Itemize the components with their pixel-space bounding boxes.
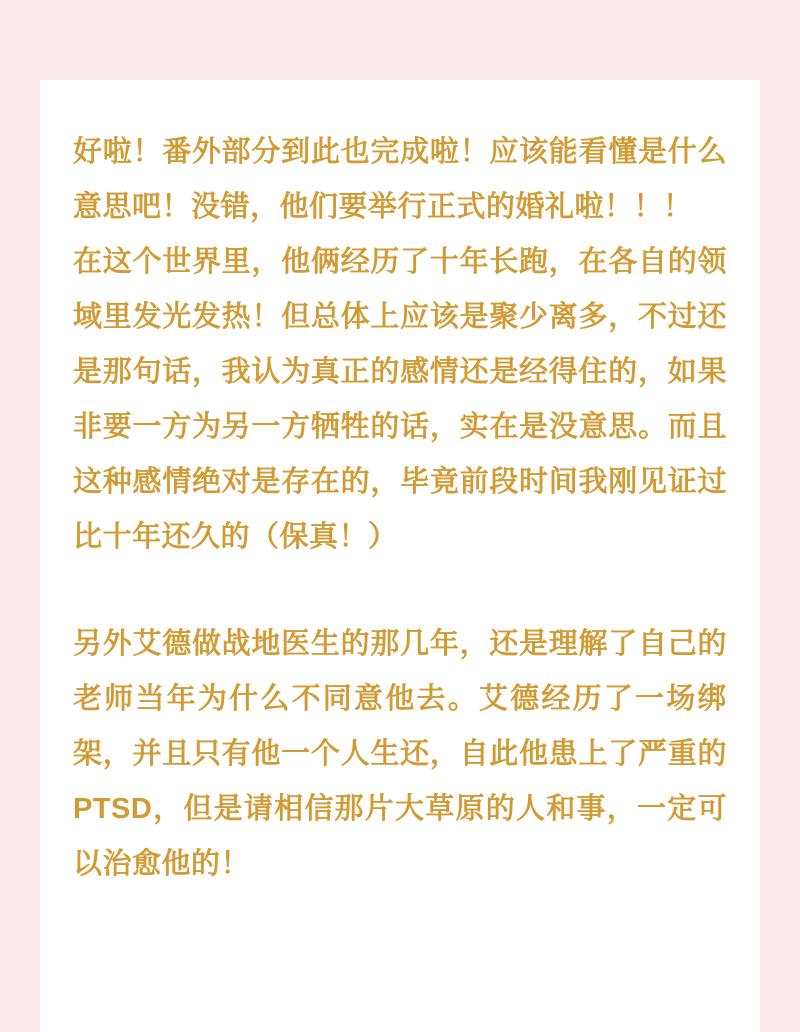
paragraph-1: 好啦！番外部分到此也完成啦！应该能看懂是什么意思吧！没错，他们要举行正式的婚礼啦！！！ [73, 136, 727, 223]
document-card [40, 80, 760, 1032]
paragraph-spacer [73, 565, 727, 617]
paragraph-3: 另外艾德做战地医生的那几年，还是理解了自己的老师当年为什么不同意他去。艾德经历了一场绑架，并且只有他一个人生还，自此他患上了严重的PTSD，但是请相信那片大草原的人和事，一定可以治愈他的！ [73, 628, 727, 880]
paragraph-2: 在这个世界里，他俩经历了十年长跑，在各自的领域里发光发热！但总体上应该是聚少离多，不过还是那句话，我认为真正的感情还是经得住的，如果非要一方为另一方牺牲的话，实在是没意思。而且这种感情绝对是存在的，毕竟前段时间我刚见证过比十年还久的（保真！） [73, 246, 727, 553]
document-text-body [73, 125, 727, 892]
